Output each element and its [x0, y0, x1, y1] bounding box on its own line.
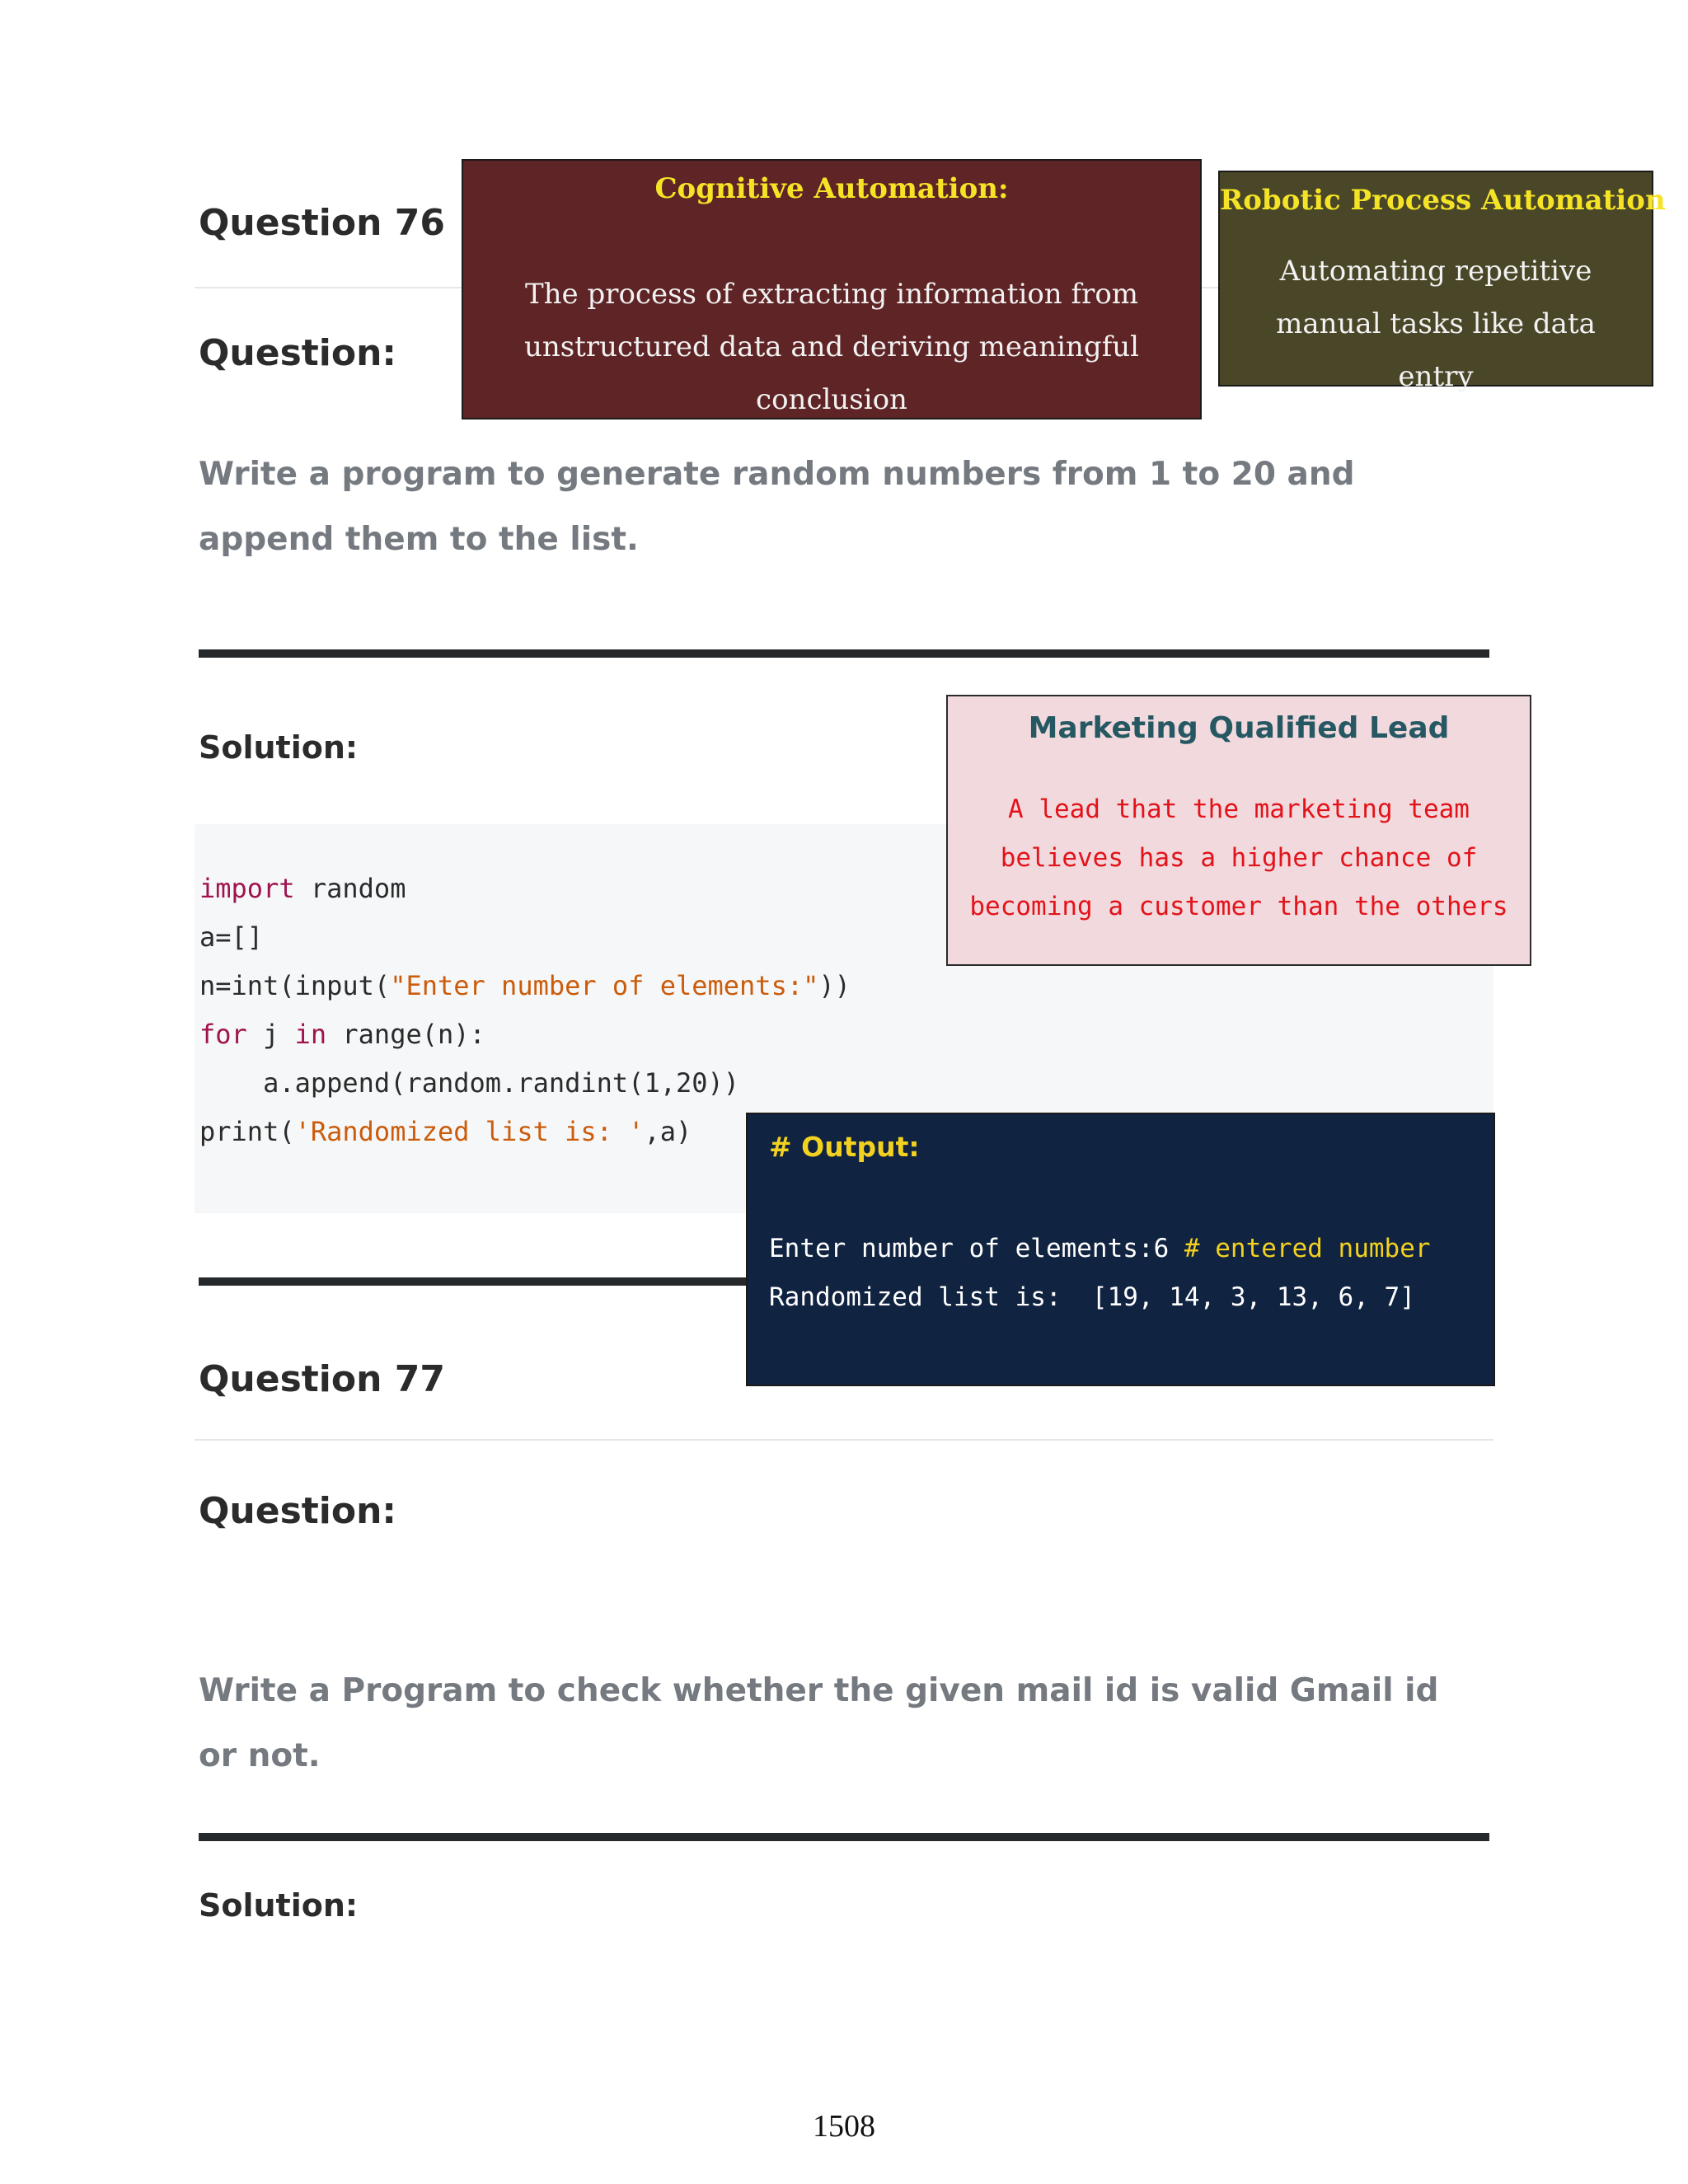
code-line-2: a=[] [199, 921, 264, 953]
solution-77-label: Solution: [199, 1887, 359, 1924]
question-77-text: Write a Program to check whether the given mail id is valid Gmail id or not. [199, 1672, 1439, 1774]
cognitive-automation-title: Cognitive Automation: [654, 172, 1009, 205]
code-line-3: n=int(input("Enter number of elements:")) [199, 970, 851, 1001]
output-line-1: Enter number of elements:6 # entered number [769, 1234, 1431, 1263]
output-title: # Output: [769, 1131, 920, 1163]
mql-callout [946, 695, 1531, 966]
mql-line-2: believes has a higher chance of [1000, 843, 1478, 873]
heading-divider [195, 1439, 1493, 1441]
question-76-text: Write a program to generate random numbers from 1 to 20 and append them to the list. [199, 456, 1355, 558]
question-77-heading: Question 77 [199, 1358, 445, 1400]
question-76-heading: Question 76 [199, 202, 445, 244]
solution-76-label: Solution: [199, 729, 359, 766]
section-divider [199, 1833, 1489, 1841]
output-callout [746, 1113, 1495, 1386]
rpa-title: Robotic Process Automation [1220, 184, 1666, 217]
rpa-callout [1218, 171, 1666, 393]
output-line-2: Randomized list is: [19, 14, 3, 13, 6, 7] [769, 1282, 1415, 1312]
section-divider [199, 649, 1489, 658]
code-line-5: a.append(random.randint(1,20)) [199, 1067, 740, 1099]
question-76-label: Question: [199, 332, 397, 374]
mql-title: Marketing Qualified Lead [1028, 711, 1450, 745]
rpa-body: Automating repetitive manual tasks like data entry [1276, 255, 1596, 393]
mql-line-3: becoming a customer than the others [969, 892, 1508, 921]
code-line-6: print('Randomized list is: ',a) [199, 1116, 692, 1147]
cognitive-automation-callout [462, 159, 1202, 419]
question-77-label: Question: [199, 1490, 397, 1532]
code-line-1: import random [199, 873, 406, 904]
code-line-4: for j in range(n): [199, 1019, 485, 1050]
mql-line-1: A lead that the marketing team [1008, 794, 1470, 824]
cognitive-automation-body: The process of extracting information from unstructured data and deriving meaningful conclusion [523, 278, 1140, 416]
page-number: 1508 [813, 2109, 875, 2144]
